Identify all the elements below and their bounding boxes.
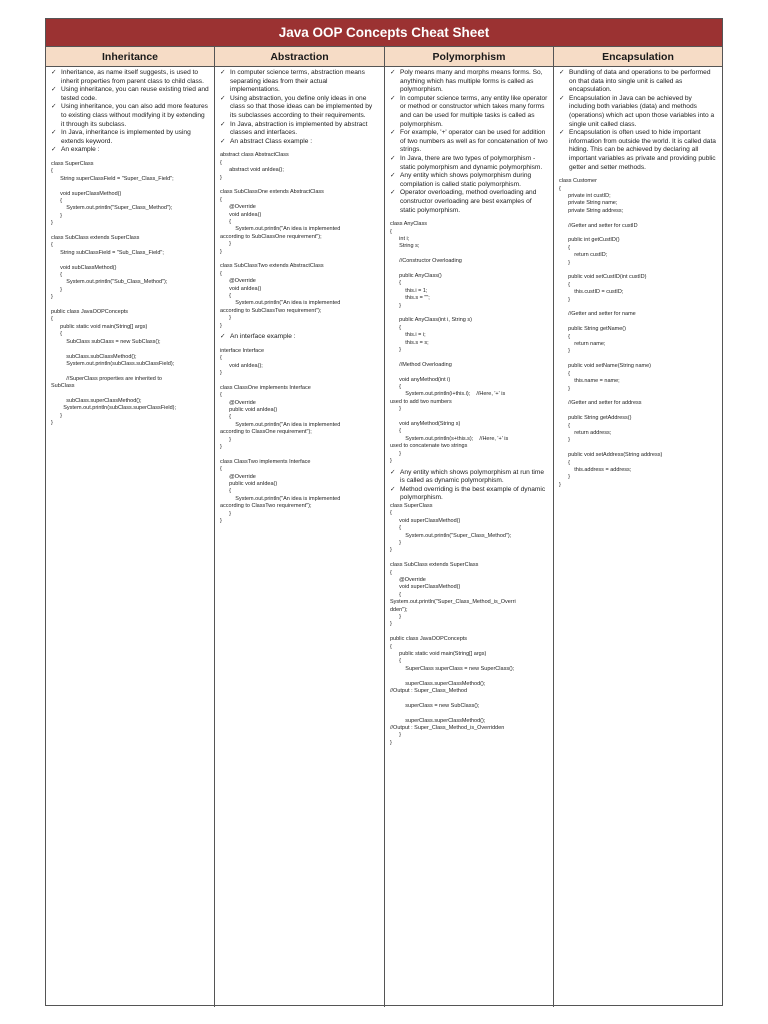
- dynamic-polymorphism-code-example: class SuperClass { void superClassMethod() { System.out.println("Super_Class_Method"); } } class SubClass extends SuperClass { @Override void superClassMethod() { System.out.println("Super_Class_Method_is_Overri dden"); } } public class JavaOOPConcepts { public static void main(String[] args) { SuperClass superClass = new SuperClass(); superClass.superClassMethod(); //Output : Super_Class_Method superClass = new SubClass(); superClass.superClassMethod(); //Output : Super_Class_Method_is_Overridden } }: [390, 502, 516, 746]
- header-encapsulation: Encapsulation: [602, 50, 674, 63]
- bullet-text: In Java, inheritance is implemented by using extends keyword.: [61, 129, 191, 145]
- bullet-item: [51, 69, 209, 86]
- bullet-item: [390, 95, 548, 129]
- bullet-item: [390, 69, 548, 95]
- header-inheritance: Inheritance: [46, 47, 215, 66]
- inheritance-code-example: class SuperClass { String superClassField = "Super_Class_Field"; void superClassMethod() { System.out.println("Super_Class_Method"); } } class SubClass extends SuperClass { String subClassField = "Sub_Class_Field"; void subClassMethod() { System.out.println("Sub_Class_Method"); } } public class JavaOOPConcepts { public static void main(String[] args) { SubClass subClass = new SubClass(); subClass.subClassMethod(); System.out.println(subClass.subClassField); //SuperClass properties are inherited to SubClass subClass.superClassMethod(); System.out.println(subClass.superClassField); } }: [51, 160, 177, 427]
- bullet-text: Encapsulation is often used to hide important information from outside the world. It is called data hiding. This can be achieved by declaring all important variables as private and providing public getter and setter methods.: [569, 129, 716, 171]
- content-row: [46, 67, 722, 1007]
- bullet-text: In computer science terms, abstraction means separating ideas from their actual implementations.: [230, 69, 365, 94]
- bullet-item: [51, 86, 209, 103]
- check-icon: ✓: [390, 189, 396, 197]
- bullet-text: Encapsulation in Java can be achieved by including both variables (data) and methods (operations) which act upon those variables into a single unit called class.: [569, 94, 715, 128]
- check-icon: ✓: [390, 154, 396, 162]
- bullet-item: [51, 146, 209, 155]
- bullet-text: Any entity which shows polymorphism during compilation is called static polymorphism.: [400, 172, 532, 188]
- bullet-text: Using inheritance, you can reuse existing tried and tested code.: [61, 86, 209, 102]
- static-polymorphism-code-example: class AnyClass { int i; String s; //Constructor Overloading public AnyClass() { this.i = 1; this.s = ""; } public AnyClass(int i, String s) { this.i = i; this.s = s; } //Method Overloading void anyMethod(int i) { System.out.println(i+this.i); //Here, '+' is used to add two numbers } void anyMethod(String s) { System.out.println(s+this.s); //Here, '+' is used to concatenate two strings } }: [390, 221, 509, 465]
- check-icon: ✓: [390, 69, 396, 76]
- bullet-text: In computer science terms, any entity like operator or method or constructor which takes many forms and can be used for multiple tasks is called as polymorphism.: [400, 94, 548, 128]
- bullet-item: [220, 333, 379, 342]
- bullet-text: In Java, there are two types of polymorphism - static polymorphism and dynamic polymorphism.: [400, 154, 543, 171]
- bullet-item: [390, 189, 548, 215]
- check-icon: ✓: [51, 129, 57, 137]
- bullet-text: Method overriding is the best example of dynamic polymorphism.: [400, 485, 546, 502]
- inheritance-bullets: [51, 69, 209, 155]
- bullet-text: Bundling of data and operations to be performed on that data into single unit is called as encapsulation.: [569, 69, 711, 94]
- cheat-sheet: [45, 18, 723, 1006]
- bullet-text: Operator overloading, method overloading and constructor overloading are best examples of static polymorphism.: [400, 189, 537, 214]
- bullet-text: For example, '+' operator can be used for addition of two numbers as well as for concatenation of two strings.: [400, 129, 548, 154]
- bullet-item: [390, 486, 548, 503]
- bullet-item: [390, 129, 548, 155]
- inheritance-column: [46, 67, 215, 1007]
- column-header-row: [46, 47, 722, 67]
- abstraction-column: [215, 67, 385, 1007]
- check-icon: ✓: [51, 103, 57, 111]
- bullet-text: Any entity which shows polymorphism at run time is called as dynamic polymorphism.: [400, 468, 545, 485]
- header-polymorphism: Polymorphism: [385, 47, 554, 66]
- check-icon: ✓: [390, 485, 396, 493]
- check-icon: ✓: [220, 137, 226, 145]
- check-icon: ✓: [220, 94, 226, 102]
- abstract-class-code-example: abstract class AbstractClass { abstract void anIdea(); } class SubClassOne extends AbstractClass { @Override void anIdea() { System.out.println("An idea is implemented according to SubClassOne requirement"); } } class SubClassTwo extends AbstractClass { @Override void anIdea() { System.out.println("An idea is implemented according to SubClassTwo requirement"); } }: [220, 152, 341, 329]
- polymorphism-column: [385, 67, 554, 1007]
- check-icon: ✓: [51, 69, 57, 76]
- interface-code-example: interface Interface { void anIdea(); } class ClassOne implements Interface { @Override public void anIdea() { System.out.println("An idea is implemented according to ClassOne requirement"); } } class ClassTwo implements Interface { @Override public void anIdea() { System.out.println("An idea is implemented according to ClassTwo requirement"); } }: [220, 347, 341, 525]
- encapsulation-code-example: class Customer { private int custID; private String name; private String address; //Getter and setter for custID public int getCustID() { return custID; } public void setCustID(int custID) { this.custID = custID; } //Getter and setter for name public String getName() { return name; } public void setName(String name) { this.name = name; } //Getter and setter for address public String getAddress() { return address; } public void setAddress(String address) { this.address = address; } }: [559, 178, 663, 488]
- check-icon: ✓: [559, 69, 565, 76]
- bullet-item: [390, 155, 548, 172]
- bullet-item: [220, 121, 379, 138]
- check-icon: ✓: [51, 146, 57, 154]
- bullet-text: Using inheritance, you can also add more features to existing class without modifying it by extending it through its subclass.: [61, 103, 208, 128]
- bullet-item: [559, 129, 717, 172]
- check-icon: ✓: [390, 94, 396, 102]
- bullet-text: An interface example :: [230, 333, 296, 341]
- bullet-item: [220, 138, 379, 147]
- check-icon: ✓: [220, 120, 226, 128]
- check-icon: ✓: [220, 333, 226, 341]
- bullet-item: [390, 172, 548, 189]
- encapsulation-bullets: [559, 69, 717, 172]
- bullet-item: [220, 69, 379, 95]
- encapsulation-column: [554, 67, 722, 1007]
- check-icon: ✓: [390, 172, 396, 180]
- check-icon: ✓: [220, 69, 226, 76]
- check-icon: ✓: [390, 129, 396, 137]
- bullet-item: [559, 95, 717, 129]
- check-icon: ✓: [51, 86, 57, 94]
- header-abstraction: Abstraction: [215, 47, 385, 66]
- check-icon: ✓: [390, 468, 396, 476]
- bullet-text: In Java, abstraction is implemented by abstract classes and interfaces.: [230, 120, 368, 137]
- page-title: Java OOP Concepts Cheat Sheet: [46, 19, 722, 47]
- bullet-item: [559, 69, 717, 95]
- bullet-text: An abstract Class example :: [230, 137, 313, 145]
- polymorphism-bullets: [390, 69, 548, 215]
- abstraction-bullets: [220, 69, 379, 146]
- bullet-text: Using abstraction, you define only ideas in one class so that those ideas can be implemented by its subclasses according to their requirements.: [230, 94, 373, 119]
- bullet-item: [51, 103, 209, 129]
- bullet-item: [390, 469, 548, 486]
- bullet-text: An example :: [61, 146, 100, 154]
- bullet-text: Inheritance, as name itself suggests, is used to inherit properties from parent class to child class.: [61, 69, 204, 85]
- check-icon: ✓: [559, 129, 565, 137]
- bullet-item: [51, 129, 209, 146]
- bullet-text: Poly means many and morphs means forms. So, anything which has multiple forms is called as polymorphism.: [400, 69, 543, 94]
- check-icon: ✓: [559, 94, 565, 102]
- bullet-item: [220, 95, 379, 121]
